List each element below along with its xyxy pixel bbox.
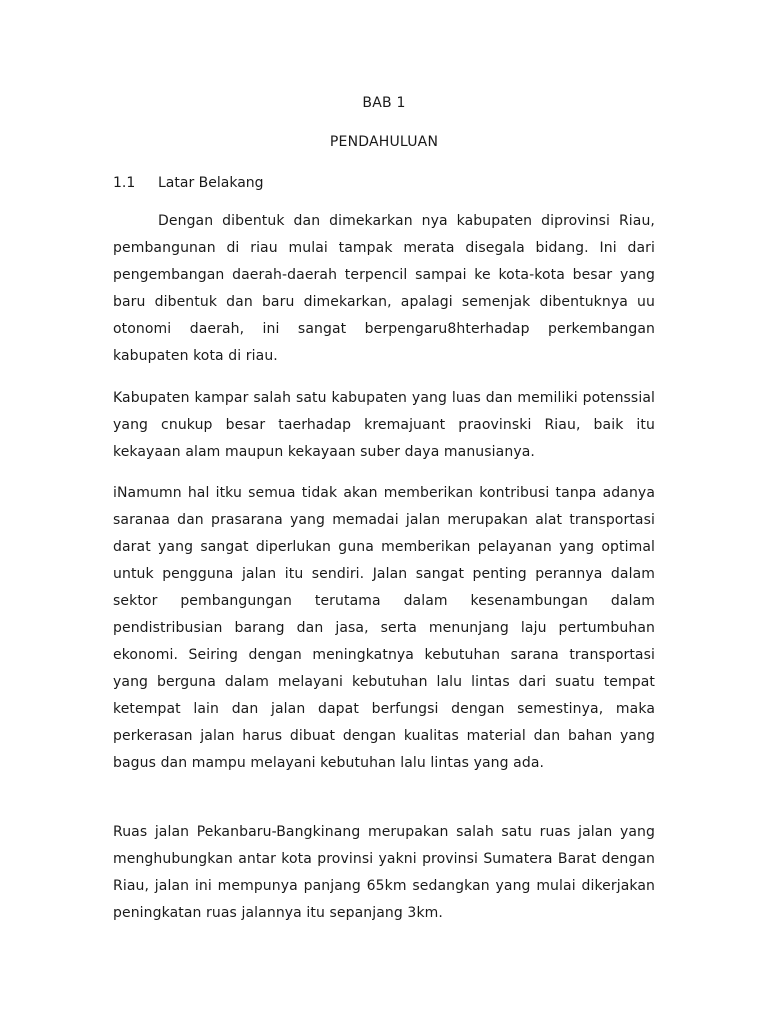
paragraph-block <box>113 385 655 466</box>
paragraph-block <box>113 480 655 777</box>
chapter-number: BAB 1 <box>362 95 406 111</box>
section-number: 1.1 <box>113 175 136 191</box>
paragraph: iNamumn hal itku semua tidak akan memberikan kontribusi tanpa adanya saranaa dan prasarana yang memadai jalan merupakan alat transportasi darat yang sangat diperlukan guna memberikan pelayanan yang optimal untuk pengguna jalan itu sendiri. Jalan sangat penting perannya dalam sektor pembangungan terutama dalam kesenambungan dalam pendistribusian barang dan jasa, serta menunjang laju pertumbuhan ekonomi. Seiring dengan meningkatnya kebutuhan sarana transportasi yang berguna dalam melayani kebutuhan lalu lintas dari suatu tempat ketempat lain dan jalan dapat berfungsi dengan semestinya, maka perkerasan jalan harus dibuat dengan kualitas material dan bahan yang bagus dan mampu melayani kebutuhan lalu lintas yang ada. <box>113 485 655 771</box>
paragraph: Dengan dibentuk dan dimekarkan nya kabupaten diprovinsi Riau, pembangunan di riau mulai tampak merata disegala bidang. Ini dari pengembangan daerah-daerah terpencil sampai ke kota-kota besar yang baru dibentuk dan baru dimekarkan, apalagi semenjak dibentuknya uu otonomi daerah, ini sangat berpengaru8hterhadap perkembangan kabupaten kota di riau. <box>113 213 655 364</box>
paragraph: Ruas jalan Pekanbaru-Bangkinang merupakan salah satu ruas jalan yang menghubungkan antar kota provinsi yakni provinsi Sumatera Barat dengan Riau, jalan ini mempunya panjang 65km sedangkan yang mulai dikerjakan peningkatan ruas jalannya itu sepanjang 3km. <box>113 824 655 921</box>
section-heading <box>113 173 264 193</box>
section-title: Latar Belakang <box>158 175 264 191</box>
paragraph-block <box>113 819 655 927</box>
chapter-title: PENDAHULUAN <box>329 134 439 150</box>
paragraph: Kabupaten kampar salah satu kabupaten yang luas dan memiliki potenssial yang cnukup besar taerhadap kremajuant praovinski Riau, baik itu kekayaan alam maupun kekayaan suber daya manusianya. <box>113 390 655 460</box>
paragraph-block <box>113 208 655 370</box>
